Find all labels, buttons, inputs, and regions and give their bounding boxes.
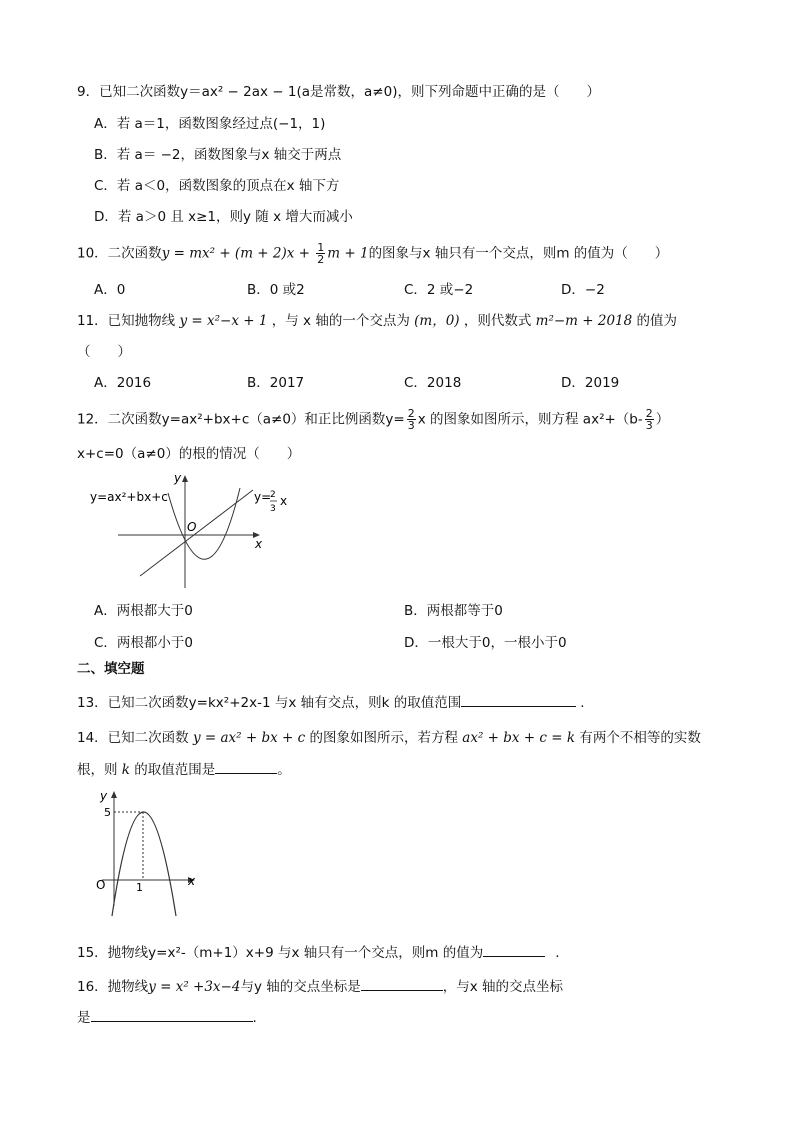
q16-stem-line2: 是 . [77,1007,257,1028]
q12-line-label-x: x [280,494,288,508]
q11-paren: （ ） [77,344,131,360]
q10-option-a: A．0 [94,282,126,298]
q12-y-label: y [174,471,182,485]
q14-answer-blank[interactable] [215,759,277,774]
q9-option-a: A．若 a＝1，函数图象经过点(−1，1) [94,116,326,132]
q10-option-d: D．−2 [561,282,605,298]
q10-option-b: B．0 或2 [247,282,305,298]
q11-stem: 11．已知抛物线 y = x²−x + 1 ，与 x 轴的一个交点为 (m，0) ，则代数式 m²−m + 2018 的值为 [77,313,678,329]
q10-fraction: $\frac{1}{2}$ [317,241,325,266]
q14-stem: 14．已知二次函数 y = ax² + bx + c 的图象如图所示，若方程 ax² + bx + c = k 有两个不相等的实数 [77,730,701,746]
q13-stem: 13．已知二次函数y=kx²+2x-1 与x 轴有交点，则k 的取值范围 . [77,692,585,713]
q12-graph [88,468,308,593]
q12-stem: 12．二次函数y=ax²+bx+c（a≠0）和正比例函数y= $\frac{2}{3}$ x 的图象如图所示，则方程 ax²+（b- $\frac{2}{3}$ ） [77,407,670,432]
q11-option-d: D．2019 [561,375,620,391]
q11-option-a: A．2016 [94,375,152,391]
q9-option-b: B．若 a＝ −2，函数图象与x 轴交于两点 [94,147,342,163]
q15-answer-blank[interactable] [483,942,545,957]
q9-stem: 9．已知二次函数y＝ax² − 2ax − 1(a是常数，a≠0)，则下列命题中正确的是（ ） [77,84,600,100]
q14-graph [88,788,208,918]
q9-option-d: D．若 a＞0 且 x≥1，则y 随 x 增大而减小 [94,209,353,225]
q9-option-c: C．若 a＜0，函数图象的顶点在x 轴下方 [94,178,340,194]
q12-stem-line2: x+c=0（a≠0）的根的情况（ ） [77,446,301,462]
q12-line-label-num: 2 [270,490,276,500]
q14-y-arrow [111,791,117,798]
q14-tick-5: 5 [104,806,111,819]
q14-origin-label: O [96,878,106,892]
q14-stem-line2: 根，则 k 的取值范围是 。 [77,759,291,780]
q11-option-c: C．2018 [404,375,462,391]
q12-parabola [168,488,240,559]
q12-option-d: D．一根大于0，一根小于0 [404,635,567,651]
q12-line-label: y= [254,490,272,504]
q12-option-c: C．两根都小于0 [94,635,194,651]
q12-parabola-label: y=ax²+bx+c [90,490,168,504]
q10-stem: 10．二次函数y = mx² + (m + 2)x + $\frac{1}{2}$ m + 1的图象与x 轴只有一个交点，则m 的值为（ ） [77,241,669,266]
q10-option-c: C．2 或−2 [404,282,474,298]
q12-option-b: B．两根都等于0 [404,603,503,619]
q16-answer-blank-1[interactable] [361,976,443,991]
q15-stem: 15．抛物线y=x²-（m+1）x+9 与x 轴只有一个交点，则m 的值为 . [77,942,560,963]
q16-answer-blank-2[interactable] [91,1007,253,1022]
q10-formula: y = mx² + (m + 2)x + [161,245,315,262]
q14-x-label: x [188,874,196,888]
q11-option-b: B．2017 [247,375,305,391]
q14-y-label: y [100,789,108,803]
q14-parabola [112,812,176,916]
q16-stem: 16．抛物线y = x² +3x−4与y 轴的交点坐标是 ，与x 轴的交点坐标 [77,976,563,997]
section-title: 二、填空题 [77,661,145,677]
q12-y-arrow [182,475,188,482]
q12-line-label-den: 3 [270,504,276,514]
q12-x-label: x [255,537,263,551]
q12-origin-label: O [187,520,197,534]
q14-tick-1: 1 [136,881,143,894]
q12-option-a: A．两根都大于0 [94,603,193,619]
q13-answer-blank[interactable] [461,692,576,707]
